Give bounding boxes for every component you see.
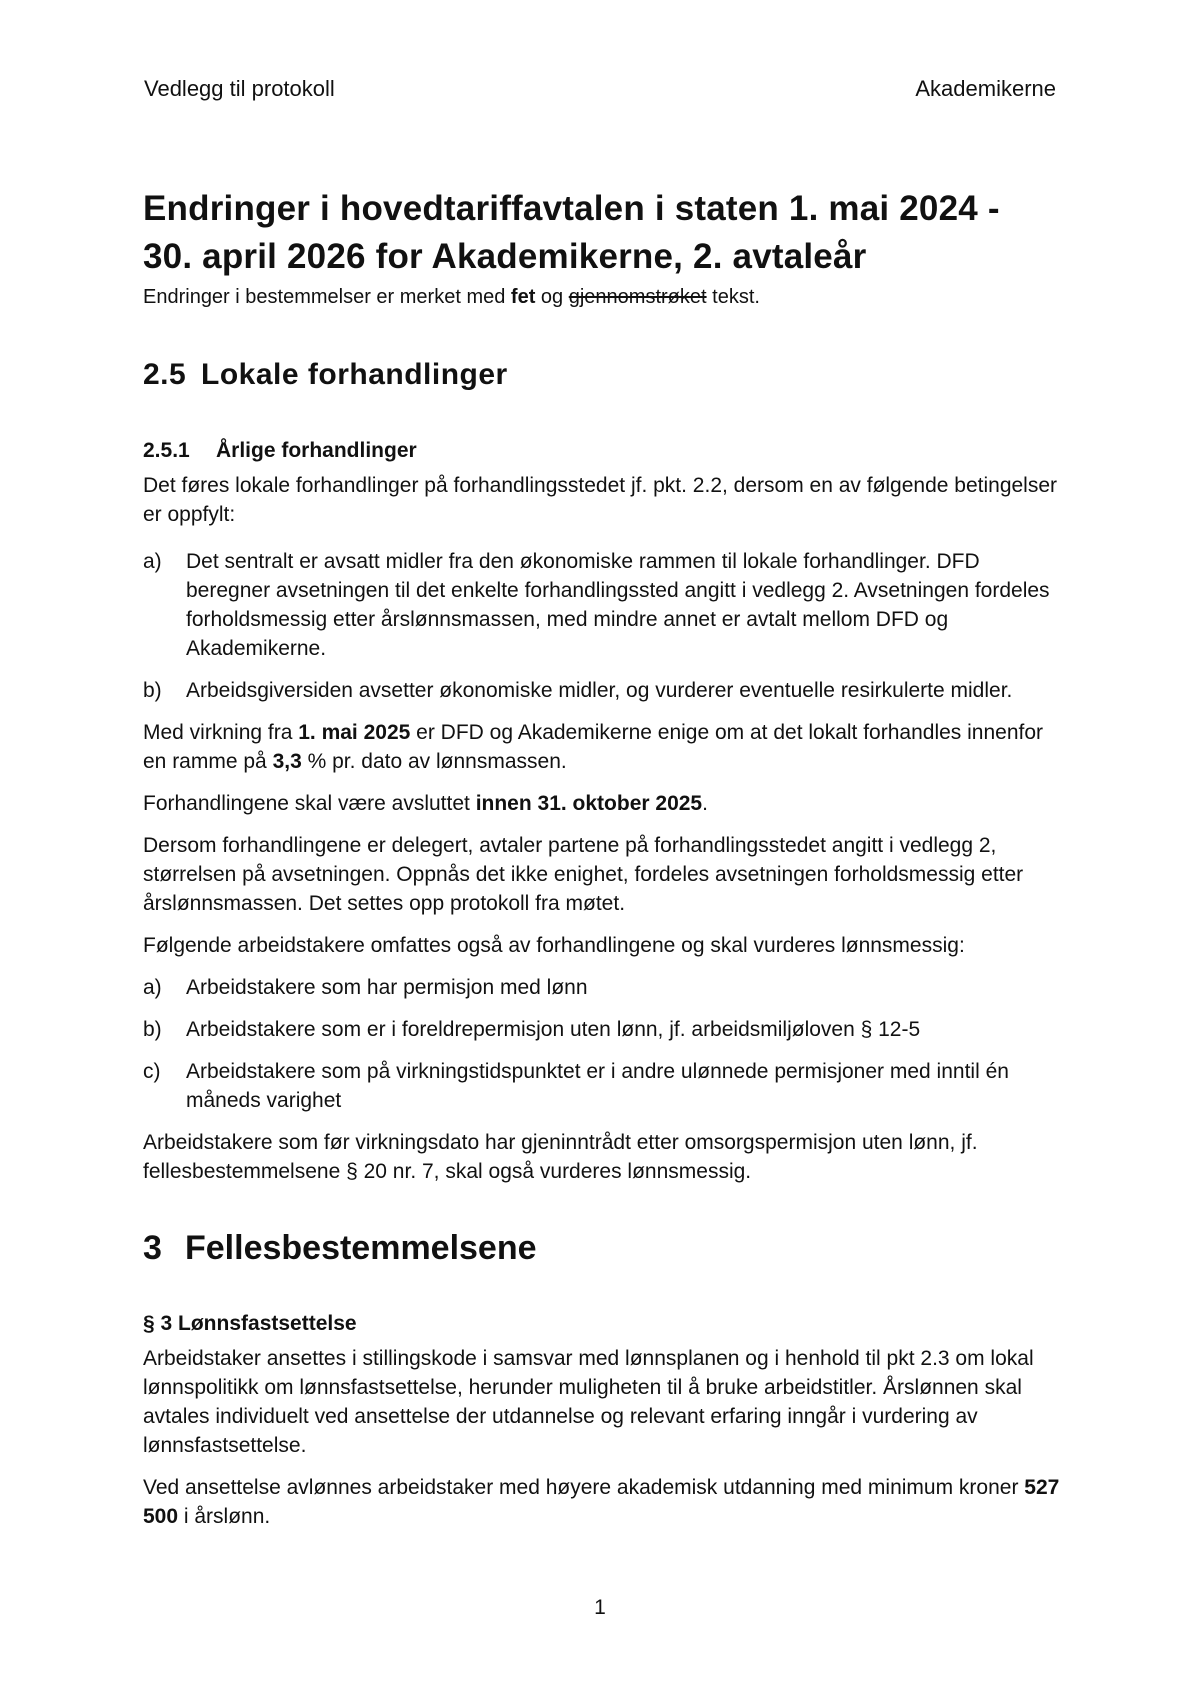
document-title-line-1: Endringer i hovedtariffavtalen i staten 1. mai 2024 -	[143, 189, 1000, 228]
subtitle-text-end: tekst.	[706, 286, 760, 308]
deadline-text: Forhandlingene skal være avsluttet	[143, 792, 476, 815]
salary-text: i årslønn.	[178, 1505, 271, 1528]
list-text: Det sentralt er avsatt midler fra den økonomiske rammen til lokale forhandlinger. DFD beregner avsetningen til det enkelte forhandlingssted angitt i vedlegg 2. Avsetningen fordeles forholdsmessig etter årslønnsmassen, med mindre annet er avtalt mellom DFD og Akademikerne.	[186, 550, 1050, 660]
list-item	[143, 676, 1063, 705]
salary-amount: 527 500	[143, 1476, 1060, 1528]
effect-text: er DFD og Akademikerne enige om at det lokalt forhandles innenfor en ramme på	[143, 721, 1044, 773]
list-text: Arbeidstakere som er i foreldrepermisjon uten lønn, jf. arbeidsmiljøloven § 12-5	[186, 1018, 921, 1041]
list-item	[143, 547, 1063, 663]
intro-paragraph: Det føres lokale forhandlinger på forhandlingsstedet jf. pkt. 2.2, dersom en av følgende betingelser er oppfylt:	[143, 474, 1058, 526]
subtitle-text: Endringer i bestemmelser er merket med	[143, 286, 511, 308]
delegated-paragraph: Dersom forhandlingene er delegert, avtaler partene på forhandlingsstedet angitt i vedlegg 2, størrelsen på avsetningen. Oppnås det ikke enighet, fordeles avsetningen forholdsmessig etter årslønnsmassen. Det settes opp protokoll fra møtet.	[143, 834, 1024, 915]
list-text: Arbeidstakere som har permisjon med lønn	[186, 976, 588, 999]
section-2-5-1-heading	[143, 437, 1063, 465]
subtitle-bold-sample: fet	[510, 286, 536, 308]
effect-text: % pr. dato av lønnsmassen.	[301, 750, 567, 773]
salary-paragraph-2	[143, 1473, 1063, 1531]
section-title: Fellesbestemmelsene	[185, 1229, 537, 1267]
salary-paragraph-1: Arbeidstaker ansettes i stillingskode i samsvar med lønnsplanen og i henhold til pkt 2.3 om lokal lønnspolitikk om lønnsfastsettelse, herunder muligheten til å bruke arbeidstitler. Årslønnen skal avtales individuelt ved ansettelse der utdannelse og relevant erfaring inngår i vurdering av lønnsfastsettelse.	[143, 1347, 1034, 1457]
document-title	[143, 185, 1063, 281]
list-item	[143, 1015, 1063, 1044]
effect-percentage: 3,3	[272, 750, 302, 773]
returned-paragraph: Arbeidstakere som før virkningsdato har gjeninntrådt etter omsorgspermisjon uten lønn, jf. fellesbestemmelsene § 20 nr. 7, skal også vurderes lønnsmessig.	[143, 1131, 978, 1183]
employees-intro-paragraph: Følgende arbeidstakere omfattes også av forhandlingene og skal vurderes lønnsmessig:	[143, 934, 965, 957]
paragraph-3-heading: § 3 Lønnsfastsettelse	[143, 1312, 357, 1335]
effect-paragraph	[143, 718, 1063, 776]
section-2-5-heading	[143, 357, 1063, 393]
deadline-date: innen 31. oktober 2025	[475, 792, 703, 815]
list-marker: a)	[143, 550, 162, 573]
salary-text: Ved ansettelse avlønnes arbeidstaker med høyere akademisk utdanning med minimum kroner	[143, 1476, 1025, 1499]
section-number: 3	[143, 1229, 162, 1267]
deadline-paragraph	[143, 789, 1063, 818]
page-number: 1	[594, 1596, 606, 1619]
effect-date: 1. mai 2025	[298, 721, 411, 744]
subsection-number: 2.5.1	[143, 439, 190, 462]
list-marker: c)	[143, 1060, 161, 1083]
effect-text: Med virkning fra	[143, 721, 299, 744]
document-body	[143, 185, 1063, 1531]
section-title: Lokale forhandlinger	[201, 358, 508, 391]
document-subtitle	[143, 283, 1063, 311]
list-item	[143, 973, 1063, 1002]
subsection-title: Årlige forhandlinger	[216, 439, 417, 462]
subtitle-text-middle: og	[535, 286, 569, 308]
header-left: Vedlegg til protokoll	[144, 76, 335, 101]
list-item	[143, 1057, 1063, 1115]
list-marker: a)	[143, 976, 162, 999]
document-title-line-2: 30. april 2026 for Akademikerne, 2. avtaleår	[143, 237, 867, 276]
header-right: Akademikerne	[915, 76, 1056, 101]
list-marker: b)	[143, 679, 162, 702]
subtitle-strike-sample: gjennomstrøket	[568, 286, 707, 308]
list-text: Arbeidstakere som på virkningstidspunktet er i andre ulønnede permisjoner med inntil én måneds varighet	[186, 1060, 1009, 1112]
section-number: 2.5	[143, 358, 187, 391]
list-text: Arbeidsgiversiden avsetter økonomiske midler, og vurderer eventuelle resirkulerte midler.	[186, 679, 1013, 702]
deadline-text: .	[702, 792, 708, 815]
list-marker: b)	[143, 1018, 162, 1041]
section-3-heading	[143, 1228, 1063, 1268]
